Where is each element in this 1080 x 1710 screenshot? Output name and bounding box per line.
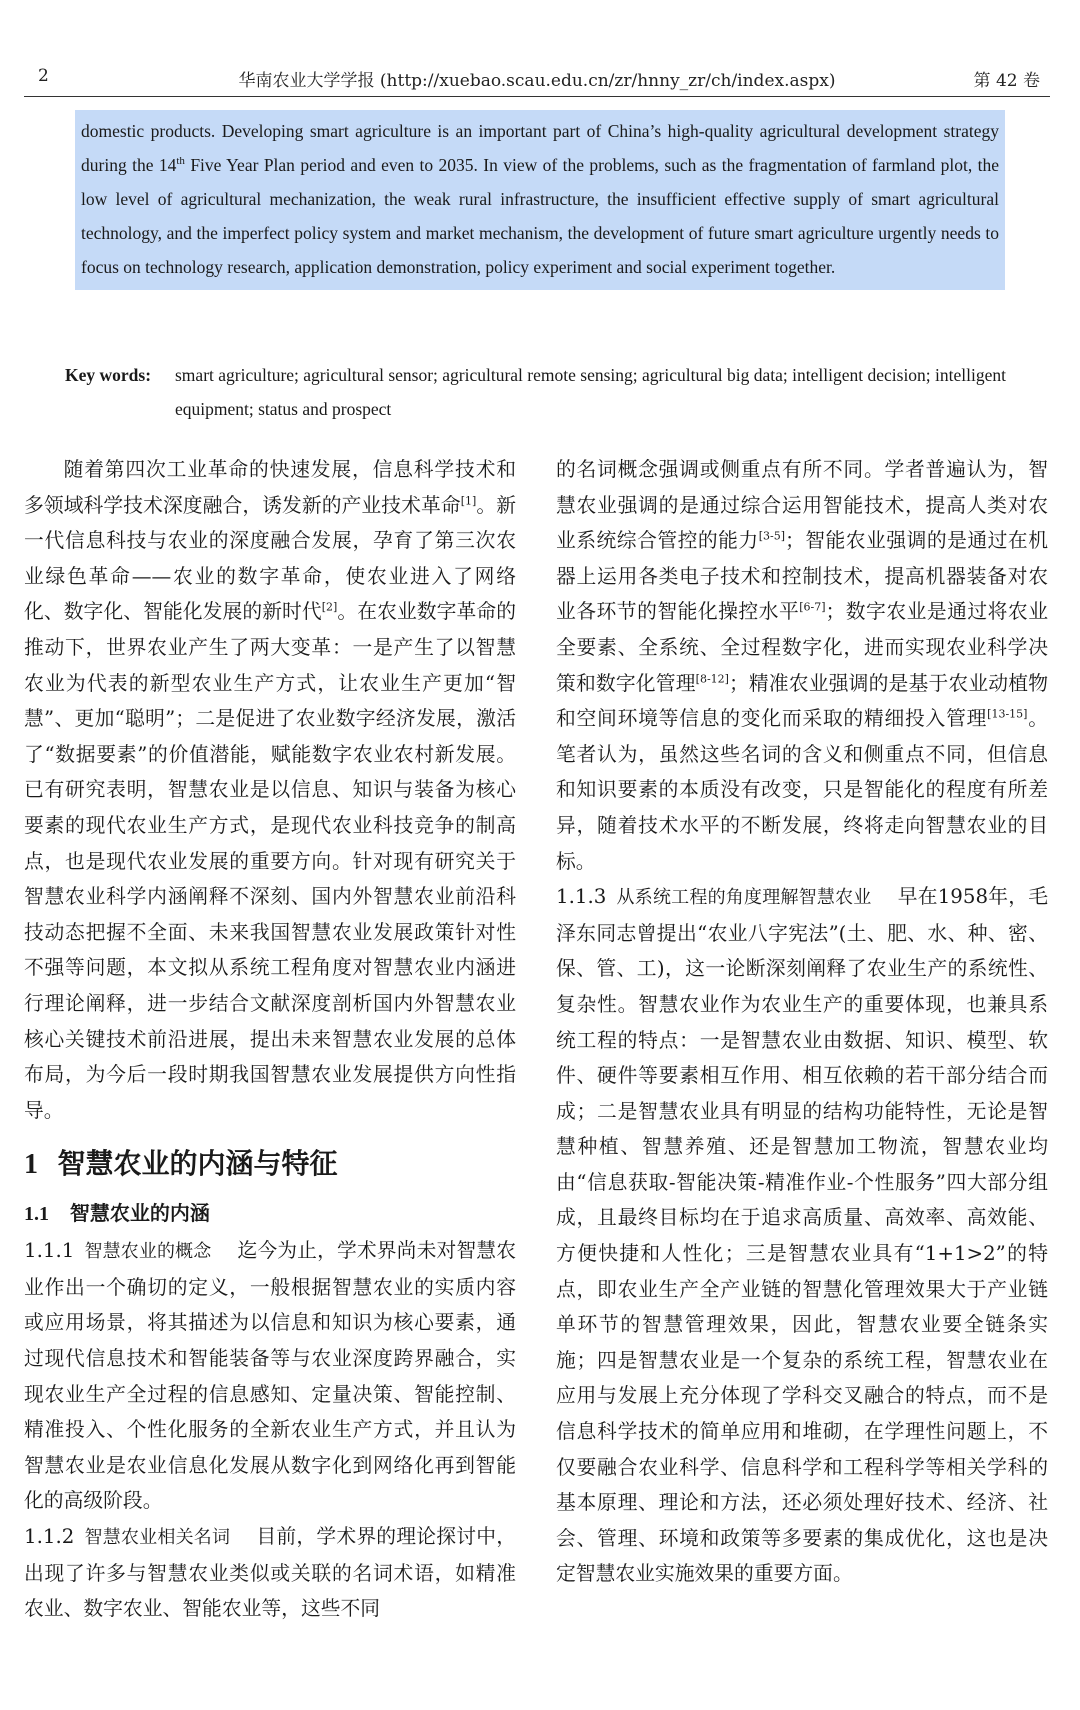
keywords [65,358,1015,426]
citation-ref: [2] [321,600,338,614]
subsubsection-title: 智慧农业的概念 [84,1241,212,1263]
left-column [24,452,516,1627]
paragraph-1-1-1: 1.1.1 智慧农业的概念 迄今为止，学术界尚未对智慧农业作出一个确切的定义，一般根据智慧农业的实质内容或应用场景，将其描述为以信息和知识为核心要素，通过现代信息技术和智能装备等与农业深度跨界融合，实现农业生产全过程的信息感知、定量决策、智能控制、精准投入、个性化服务的全新农业生产方式，并且认为智慧农业是农业信息化发展从数字化到网络化再到智能化的高级阶段。 [24,1239,516,1513]
section-heading-1: 1 智慧农业的内涵与特征 [24,1147,338,1181]
citation-ref: [6-7] [799,600,826,614]
paragraph-terms-continued: 的名词概念强调或侧重点有所不同。学者普遍认为，智慧农业强调的是通过综合运用智能技术，提高人类对农业系统综合管控的能力[3-5]；智能农业强调的是通过在机器上运用各类电子技术和控制技术，提高机器装备对农业各环节的智能化操控水平[6-7]；数字农业是通过将农业全要素、全系统、全过程数字化，进而实现农业科学决策和数字化管理[8-12]；精准农业强调的是基于农业动植物和空间环境等信息的变化而采取的精细投入管理[13-15]。笔者认为，虽然这些名词的含义和侧重点不同，但信息和知识要素的本质没有改变，只是智能化的程度有所差异，随着技术水平的不断发展，终将走向智慧农业的目标。 [556,458,1048,873]
page-number: 2 [38,66,49,86]
citation-ref: [8-12] [695,671,729,685]
abstract-text-1: domestic products. Developing smart agriculture is an important part of China’s high-quality agricultural development strategy during the 14 [81,121,999,175]
citation-ref: [3-5] [758,529,785,543]
abstract-text-2: Five Year Plan period and even to 2035. In view of the problems, such as the fragmentation of farmland plot, the low level of agricultural mechanization, the weak rural infrastructure, the insufficient effective supply of smart agricultural technology, and the imperfect policy system and market mechanism, the development of future smart agriculture urgently needs to focus on technology research, application demonstration, policy experiment and social experiment together. [81,155,999,277]
citation-ref: [13-15] [987,707,1028,721]
journal-title: 华南农业大学学报 (http://xuebao.scau.edu.cn/zr/hnny_zr/ch/index.aspx) [238,71,836,91]
english-abstract-highlighted [75,110,1005,290]
keywords-text: smart agriculture; agricultural sensor; agricultural remote sensing; agricultural big data; intelligent decision; intelligent equipment; status and prospect [175,365,1006,419]
paragraph-1-1-2: 1.1.2 智慧农业相关名词 目前，学术界的理论探讨中，出现了许多与智慧农业类似或关联的名词术语，如精准农业、数字农业、智能农业等，这些不同 [24,1525,516,1621]
subsection-heading-1-1: 1.1 智慧农业的内涵 [24,1201,210,1226]
abstract-superscript: th [176,155,185,168]
subsubsection-title: 从系统工程的角度理解智慧农业 [616,887,872,909]
right-column [556,452,1048,1592]
intro-paragraph: 随着第四次工业革命的快速发展，信息科学技术和多领域科学技术深度融合，诱发新的产业技术革命[1]。新一代信息科技与农业的深度融合发展，孕育了第三次农业绿色革命——农业的数字革命，使农业进入了网络化、数字化、智能化发展的新时代[2]。在农业数字革命的推动下，世界农业产生了两大变革：一是产生了以智慧农业为代表的新型农业生产方式，让农业生产更加“智慧”、更加“聪明”；二是促进了农业数字经济发展，激活了“数据要素”的价值潜能，赋能数字农业农村新发展。已有研究表明，智慧农业是以信息、知识与装备为核心要素的现代农业生产方式，是现代农业科技竞争的制高点，也是现代农业发展的重要方向。针对现有研究关于智慧农业科学内涵阐释不深刻、国内外智慧农业前沿科技动态把握不全面、未来我国智慧农业发展政策针对性不强等问题，本文拟从系统工程角度对智慧农业内涵进行理论阐释，进一步结合文献深度剖析国内外智慧农业核心关键技术前沿进展，提出未来智慧农业发展的总体布局，为今后一段时期我国智慧农业发展提供方向性指导。 [24,458,516,1122]
citation-ref: [1] [460,494,477,507]
running-header [24,62,1050,97]
subsubsection-title: 智慧农业相关名词 [84,1527,231,1549]
paragraph-1-1-3: 1.1.3 从系统工程的角度理解智慧农业 早在1958年，毛泽东同志曾提出“农业八字宪法”(土、肥、水、种、密、保、管、工)，这一论断深刻阐释了农业生产的系统性、复杂性。智慧农业作为农业生产的重要体现，也兼具系统工程的特点：一是智慧农业由数据、知识、模型、软件、硬件等要素相互作用、相互依赖的若干部分结合而成；二是智慧农业具有明显的结构功能特性，无论是智慧种植、智慧养殖、还是智慧加工物流，智慧农业均由“信息获取-智能决策-精准作业-个性服务”四大部分组成，且最终目标均在于追求高质量、高效率、高效能、方便快捷和人性化；三是智慧农业具有“1+1>2”的特点，即农业生产全产业链的智慧化管理效果大于产业链单环节的智慧管理效果，因此，智慧农业要全链条实施；四是智慧农业是一个复杂的系统工程，智慧农业在应用与发展上充分体现了学科交叉融合的特点，而不是信息科学技术的简单应用和堆砌，在学理性问题上，不仅要融合农业科学、信息科学和工程科学等相关学科的基本原理、理论和方法，还必须处理好技术、经济、社会、管理、环境和政策等多要素的集成优化，这也是决定智慧农业实施效果的重要方面。 [556,885,1049,1586]
volume-label: 第 42 卷 [973,71,1040,91]
keywords-label: Key words: [65,365,152,385]
